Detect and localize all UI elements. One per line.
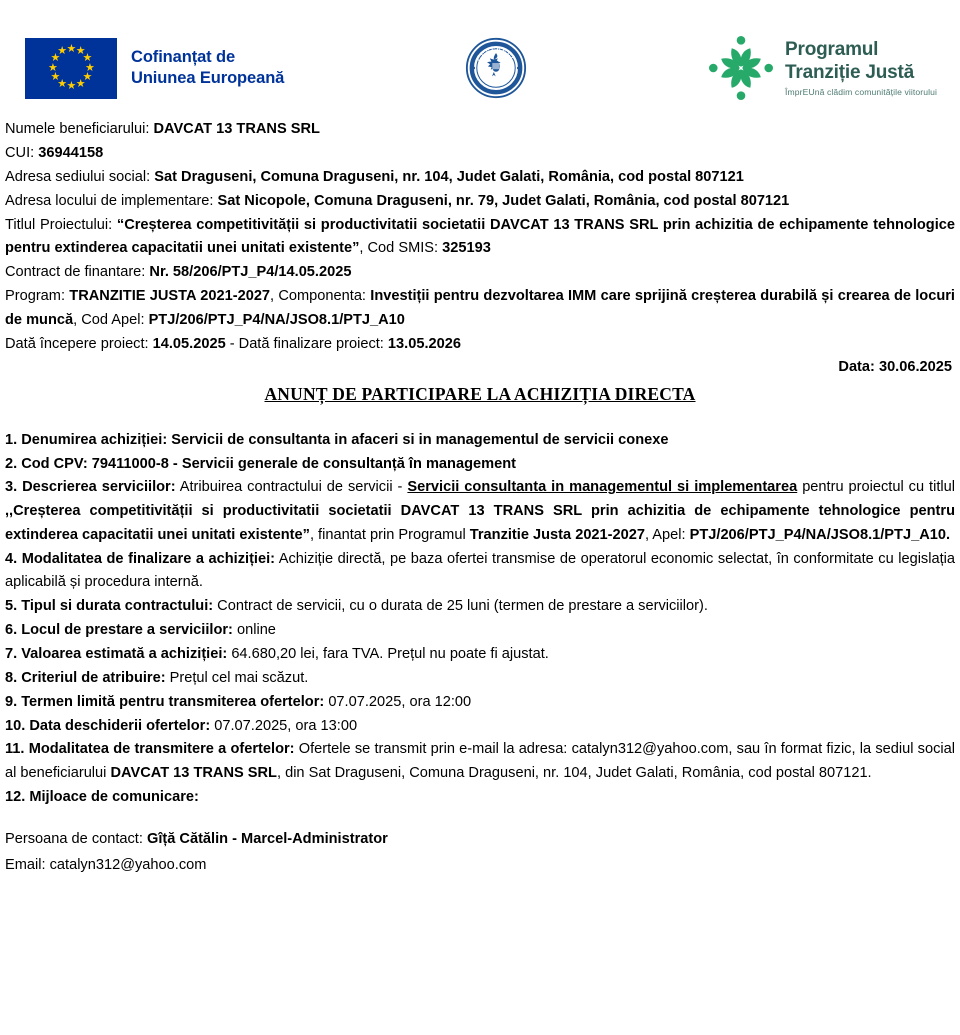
contact-person-label: Persoana de contact:: [5, 830, 147, 847]
item-6-label: 6. Locul de prestare a serviciilor:: [5, 622, 233, 639]
eu-star-icon: ★: [48, 61, 58, 74]
implementation-address-line: [5, 190, 955, 214]
item-8-award-criterion: [5, 667, 955, 691]
smis-label: , Cod SMIS:: [359, 240, 443, 257]
cui-line: [5, 142, 955, 166]
eu-logo-text: [131, 47, 284, 89]
item-11-text-1: Ofertele se transmit prin e-mail la adresa: catalyn312@yahoo.com, sau în format fizic, la sediul social al beneficiarului: [5, 741, 955, 782]
item-3-project-title: ,,Creșterea competitivității si productivitatii societatii DAVCAT 13 TRANS SRL prin achizitia de echipamente tehnologice pentru extinderea capacitatii unei unitati existente”: [5, 503, 955, 543]
beneficiary-meta-block: [5, 118, 955, 356]
item-3-text-2: pentru proiectul cu titlul: [797, 479, 956, 496]
header-logo-bar: [5, 0, 955, 118]
implementation-value: Sat Nicopole, Comuna Draguseni, nr. 79, Judet Galati, România, cod postal 807121: [217, 192, 790, 209]
eu-star-icon: ★: [82, 52, 93, 65]
program-value: TRANZITIE JUSTA 2021-2027: [69, 287, 271, 304]
headquarters-label: Adresa sediului social:: [5, 168, 155, 185]
contact-person-line: [5, 828, 955, 852]
cui-label: CUI:: [5, 144, 39, 161]
ptj-program-logo: [708, 35, 945, 101]
romanian-government-logo: [465, 37, 527, 99]
headquarters-value: Sat Draguseni, Comuna Draguseni, nr. 104, Judet Galati, România, cod postal 807121: [154, 168, 744, 185]
end-date-label: - Dată finalizare proiect:: [225, 335, 388, 352]
ptj-tagline: ÎmprEUnă clădim comunitățile viitorului: [785, 87, 937, 98]
contact-person-value: Gîță Cătălin - Marcel-Administrator: [146, 830, 388, 847]
item-9-label: 9. Termen limită pentru transmiterea ofertelor:: [5, 693, 325, 710]
financing-contract-line: [5, 261, 955, 285]
item-3-text-3: , finantat prin Programul: [309, 526, 470, 543]
eu-star-icon: ★: [57, 45, 68, 58]
project-title-label: Titlul Proiectului:: [5, 216, 117, 233]
government-seal-icon: [465, 37, 527, 99]
program-line: [5, 285, 955, 332]
start-date-label: Dată începere proiect:: [5, 335, 153, 352]
call-value: PTJ/206/PTJ_P4/NA/JSO8.1/PTJ_A10: [148, 311, 405, 328]
eu-flag-icon: [25, 38, 117, 99]
headquarters-line: [5, 166, 955, 190]
eu-star-icon: ★: [85, 61, 95, 74]
end-date-value: 13.05.2026: [387, 335, 461, 352]
item-3-label: 3. Descrierea serviciilor:: [5, 479, 176, 496]
cui-value: 36944158: [38, 144, 104, 161]
beneficiary-name-line: [5, 118, 955, 142]
ptj-title-line2: Tranziție Justă: [785, 61, 915, 83]
document-body: [5, 118, 955, 878]
item-10-opening-date: [5, 715, 955, 739]
eu-logo-line2: Uniunea Europeană: [131, 69, 285, 87]
eu-cofinancing-logo: [25, 38, 284, 99]
project-dates-line: [5, 333, 955, 357]
eu-star-icon: ★: [57, 77, 68, 90]
item-10-label: 10. Data deschiderii ofertelor:: [5, 717, 211, 734]
contract-value: Nr. 58/206/PTJ_P4/14.05.2025: [149, 264, 352, 281]
item-9-text: 07.07.2025, ora 12:00: [324, 693, 472, 710]
eu-logo-line1: Cofinanțat de: [131, 47, 236, 66]
item-3-text-4: , Apel:: [645, 526, 690, 543]
item-2-cpv-code: 2. Cod CPV: 79411000-8 - Servicii generale de consultanță în management: [5, 455, 516, 472]
item-6-service-location: [5, 619, 955, 643]
item-3-program-name: Tranzitie Justa 2021-2027: [469, 526, 645, 543]
contact-email-label: Email:: [5, 857, 50, 874]
component-label: , Componenta:: [270, 287, 371, 304]
item-3-text-1: Atribuirea contractului de servicii -: [175, 479, 408, 496]
page-title: ANUNȚ DE PARTICIPARE LA ACHIZIȚIA DIRECTA: [264, 384, 696, 405]
ptj-logo-text: [785, 39, 937, 96]
item-11-text-2: , din Sat Draguseni, Comuna Draguseni, nr. 104, Judet Galati, România, cod postal 807121.: [276, 765, 872, 782]
smis-value: 325193: [442, 240, 491, 257]
item-12-communication-means: 12. Mijloace de comunicare:: [5, 789, 199, 805]
item-5-label: 5. Tipul si durata contractului:: [5, 598, 214, 615]
implementation-label: Adresa locului de implementare:: [5, 192, 218, 209]
eu-star-icon: ★: [50, 52, 61, 65]
component-value: Investiții pentru dezvoltarea IMM care sprijină creșterea durabilă și crearea de locuri de muncă: [5, 287, 955, 328]
item-10-text: 07.07.2025, ora 13:00: [210, 717, 358, 734]
item-7-estimated-value: [5, 643, 955, 667]
contact-email-value: catalyn312@yahoo.com: [49, 857, 207, 874]
beneficiary-label: Numele beneficiarului:: [5, 121, 154, 137]
item-6-text: online: [232, 622, 276, 639]
item-3-underlined-phrase: Servicii consultanta in managementul si implementarea: [407, 479, 798, 496]
item-11-beneficiary: DAVCAT 13 TRANS SRL: [110, 765, 277, 782]
item-7-text: 64.680,20 lei, fara TVA. Prețul nu poate fi ajustat.: [227, 645, 549, 662]
announcement-items: [5, 429, 955, 810]
eu-star-icon: ★: [50, 70, 61, 83]
item-5-text: Contract de servicii, cu o durata de 25 luni (termen de prestare a serviciilor).: [213, 598, 708, 615]
contract-label: Contract de finantare:: [5, 264, 150, 281]
eu-star-icon: ★: [75, 45, 86, 58]
eu-star-icon: ★: [66, 80, 77, 92]
item-3-service-description: [5, 476, 955, 547]
item-5-contract-type-duration: [5, 595, 955, 619]
item-4-label: 4. Modalitatea de finalizare a achiziției:: [5, 550, 276, 567]
document-date: Data: 30.06.2025: [838, 359, 952, 376]
svg-text:GUVERNUL: GUVERNUL: [476, 47, 516, 64]
program-label: Program:: [5, 287, 70, 304]
call-label: , Cod Apel:: [73, 311, 149, 328]
item-4-text: Achiziție directă, pe baza ofertei transmise de operatorul economic selectat, în conformitate cu legislația aplicabilă și procedura internă.: [5, 550, 955, 591]
item-4-finalization-method: [5, 548, 955, 595]
item-11-submission-method: [5, 738, 955, 785]
eu-star-icon: ★: [82, 70, 93, 83]
item-9-submission-deadline: [5, 691, 955, 715]
item-7-label: 7. Valoarea estimată a achiziției:: [5, 645, 228, 662]
contact-email-line: [5, 854, 955, 878]
ptj-leaf-mandala-icon: [708, 35, 774, 101]
beneficiary-value: DAVCAT 13 TRANS SRL: [153, 121, 320, 137]
item-1-procurement-name: 1. Denumirea achiziției: Servicii de consultanta in afaceri si in managementul de servicii conexe: [5, 431, 669, 448]
project-title-line: [5, 214, 955, 261]
item-3-call-code: PTJ/206/PTJ_P4/NA/JSO8.1/PTJ_A10.: [689, 526, 951, 543]
contact-block: [5, 828, 955, 878]
start-date-value: 14.05.2025: [152, 335, 226, 352]
item-8-label: 8. Criteriul de atribuire:: [5, 669, 166, 686]
ptj-title-line1: Programul: [785, 39, 879, 61]
eu-star-icon: ★: [66, 43, 77, 55]
project-title-value: “Creșterea competitivității si productivitatii societatii DAVCAT 13 TRANS SRL prin achizitia de echipamente tehnologice pentru extinderea capacitatii unei unitati existente”: [5, 216, 955, 257]
item-11-label: 11. Modalitatea de transmitere a ofertelor:: [5, 741, 295, 758]
svg-text:ROMÂNIEI: ROMÂNIEI: [479, 73, 513, 87]
eu-star-icon: ★: [75, 77, 86, 90]
item-8-text: Prețul cel mai scăzut.: [165, 669, 309, 686]
